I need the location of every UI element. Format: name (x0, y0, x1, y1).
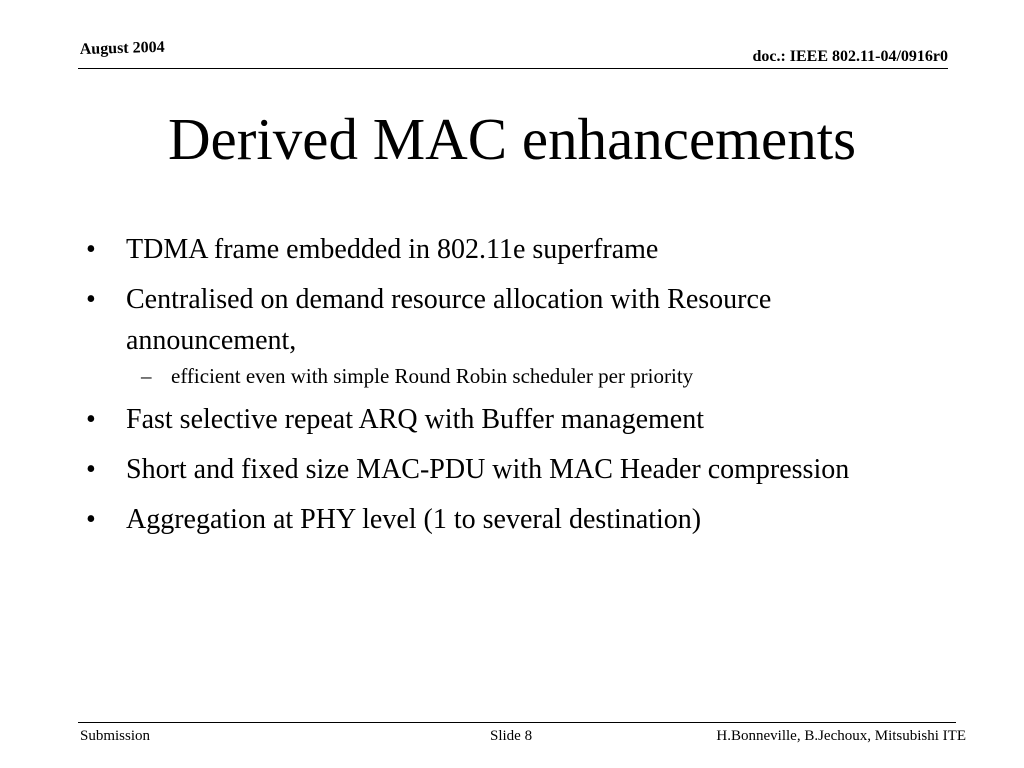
sub-bullet-marker: – (141, 364, 152, 388)
bullet-item (86, 499, 936, 540)
footer-slide-number: Slide 8 (490, 728, 533, 744)
header-divider (78, 68, 948, 69)
bullet-marker: • (86, 284, 96, 315)
header-date: August 2004 (79, 38, 165, 59)
sub-bullet-list (126, 362, 936, 390)
bullet-item (86, 449, 936, 490)
bullet-marker: • (86, 404, 96, 435)
bullet-text: TDMA frame embedded in 802.11e superframe (126, 234, 659, 265)
sub-bullet-text: efficient even with simple Round Robin scheduler per priority (171, 364, 694, 388)
bullet-item (86, 229, 936, 270)
bullet-item (86, 279, 936, 390)
bullet-item (86, 399, 936, 440)
bullet-marker: • (86, 454, 96, 485)
bullet-text: Fast selective repeat ARQ with Buffer management (126, 404, 704, 435)
footer-divider (78, 722, 956, 723)
footer-authors: H.Bonneville, B.Jechoux, Mitsubishi ITE (716, 728, 966, 744)
bullet-text: Aggregation at PHY level (1 to several destination) (126, 504, 702, 535)
header-doc-id: doc.: IEEE 802.11-04/0916r0 (752, 48, 948, 65)
footer-submission: Submission (80, 728, 151, 744)
bullet-text: Centralised on demand resource allocation with Resource announcement, (126, 284, 772, 356)
bullet-text: Short and fixed size MAC-PDU with MAC Header compression (126, 454, 850, 485)
bullet-list (86, 229, 936, 549)
bullet-marker: • (86, 234, 96, 265)
sub-bullet-item (126, 362, 936, 390)
bullet-marker: • (86, 504, 96, 535)
slide-title: Derived MAC enhancements (167, 106, 857, 172)
